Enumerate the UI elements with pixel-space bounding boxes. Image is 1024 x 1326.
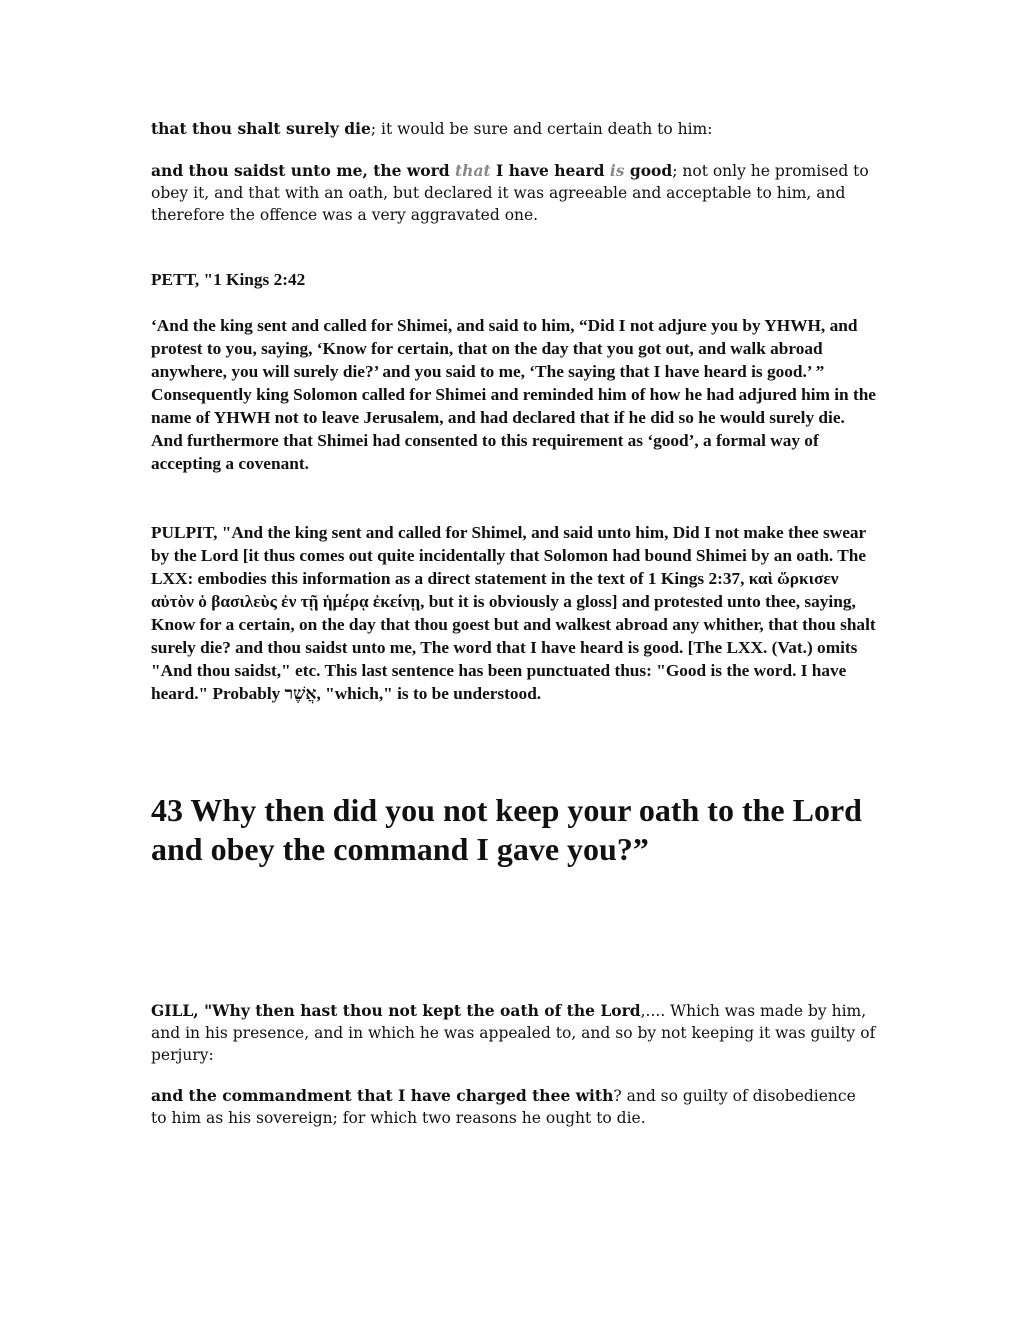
bold-phrase: and the commandment that I have charged thee with xyxy=(151,1086,614,1105)
document-page xyxy=(151,118,876,1129)
commentary-text: ,.... Which was made by him, and in his presence, and in which he was appealed to, and so by not keeping it was guilty of perjury: xyxy=(151,1002,876,1064)
bold-phrase: I have heard xyxy=(490,161,610,180)
paragraph-word-good xyxy=(151,160,876,226)
italic-word: that xyxy=(455,161,491,180)
bold-phrase: and thou saidst unto me, the word xyxy=(151,161,456,180)
gill-paragraph-oath xyxy=(151,1000,876,1066)
bold-phrase: good xyxy=(624,161,673,180)
commentary-text: ; not only he promised to obey it, and that with an oath, but declared it was agreeable and acceptable to him, and therefore the offence was a very aggravated one. xyxy=(151,162,869,224)
pulpit-commentary: PULPIT, "And the king sent and called for Shimel, and said unto him, Did I not make thee swear by the Lord [it thus comes out quite incidentally that Solomon had bound Shimei by an oath. The LXX: embodies this information as a direct statement in the text of 1 Kings 2:37, καὶ ὥρκισεν αὐτὸν ὁ βασιλεὺς ἐν τῇ ἡμέρᾳ ἐκείνῃ, but it is obviously a gloss] and protested unto thee, saying, Know for a certain, on the day that thou goest but and walkest abroad any whither, that thou shalt surely die? and thou saidst unto me, The word that I have heard is good. [The LXX. (Vat.) omits "And thou saidst," etc. This last sentence has been punctuated thus: "Good is the word. I have heard." Probably אֲשֶׁר, "which," is to be understood. xyxy=(151,523,876,703)
verse-heading: 43 Why then did you not keep your oath to the Lord and obey the command I gave you?” xyxy=(151,792,862,867)
gill-paragraph-commandment xyxy=(151,1085,876,1129)
pett-commentary: Consequently king Solomon called for Shimei and reminded him of how he had adjured him in the name of YHWH not to leave Jerusalem, and had declared that if he did so he would surely die. And furthermore that Shimei had consented to this requirement as ‘good’, a formal way of accepting a covenant. xyxy=(151,385,876,473)
bold-phrase: GILL, "Why then hast thou not kept the oath of the Lord xyxy=(151,1001,641,1020)
pett-quote: ‘And the king sent and called for Shimei, and said to him, “Did I not adjure you by YHWH, and protest to you, saying, ‘Know for certain, that on the day that you got out, and walk abroad anywhere, you will surely die?’ and you said to me, ‘The saying that I have heard is good.’ ” xyxy=(151,316,858,381)
italic-word: is xyxy=(609,161,625,180)
commentary-text: ; it would be sure and certain death to him: xyxy=(370,120,713,138)
bold-phrase: that thou shalt surely die xyxy=(151,119,371,138)
pett-title: PETT, "1 Kings 2:42 xyxy=(151,270,306,289)
paragraph-surely-die xyxy=(151,118,876,140)
commentary-text: ? and so guilty of disobedience to him as his sovereign; for which two reasons he ought to die. xyxy=(151,1087,856,1127)
